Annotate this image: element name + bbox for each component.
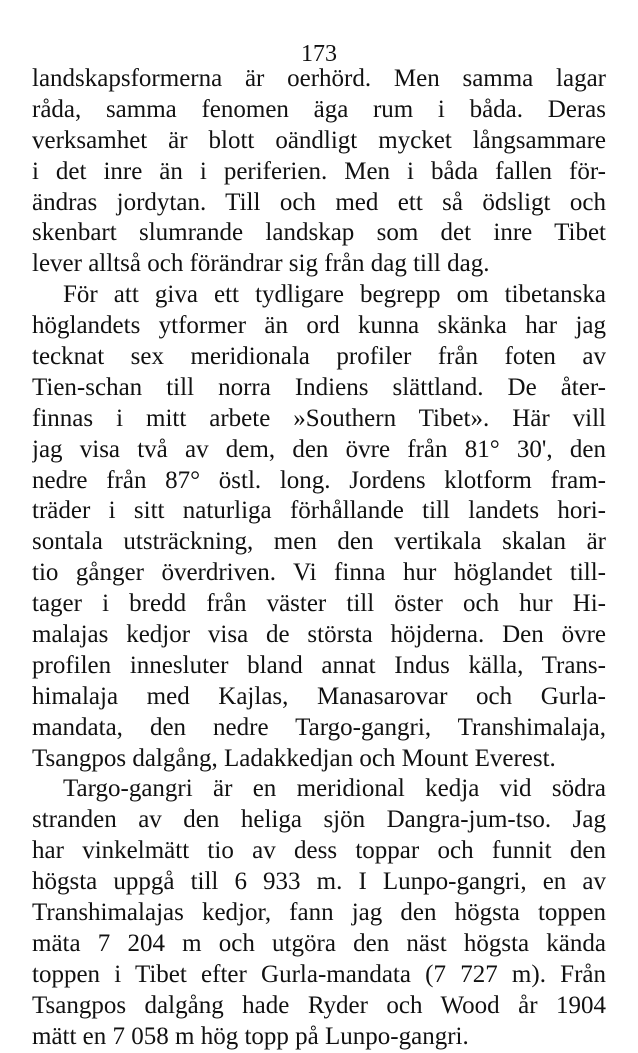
text-line: höglandets ytformer än ord kunna skänka har jag [32, 312, 606, 340]
text-line: jag visa två av dem, den övre från 81° 30', den [32, 435, 606, 463]
text-line: profilen innesluter bland annat Indus källa, Trans- [32, 651, 606, 679]
text-line: malajas kedjor visa de största höjderna. Den övre [32, 621, 606, 649]
text-line: lever alltså och förändrar sig från dag till dag. [32, 250, 490, 278]
text-line: mandata, den nedre Targo-gangri, Transhimalaja, [32, 713, 606, 741]
text-line: Targo-gangri är en meridional kedja vid södra [63, 775, 606, 803]
text-line: mätt en 7 058 m hög topp på Lunpo-gangri. [32, 1022, 469, 1050]
text-line: i det inre än i periferien. Men i båda fallen för- [32, 157, 606, 185]
text-line: sontala utsträckning, men den vertikala skalan är [32, 528, 606, 556]
text-line: har vinkelmätt tio av dess toppar och funnit den [32, 837, 606, 865]
text-line: råda, samma fenomen äga rum i båda. Deras [32, 95, 606, 123]
text-line: Tsangpos dalgång hade Ryder och Wood år 1904 [32, 991, 606, 1019]
text-line: landskapsformerna är oerhörd. Men samma lagar [32, 65, 606, 92]
text-line: tio gånger överdriven. Vi finna hur höglandet till- [32, 559, 606, 587]
body-text [32, 64, 606, 1053]
text-line: himalaja med Kajlas, Manasarovar och Gurla- [32, 682, 606, 710]
text-line: skenbart slumrande landskap som det inre Tibet [32, 219, 606, 247]
text-line: träder i sitt naturliga förhållande till landets hori- [32, 497, 606, 525]
text-line: Tien-schan till norra Indiens slättland. De åter- [32, 373, 606, 401]
text-line: Transhimalajas kedjor, fann jag den högsta toppen [32, 899, 606, 927]
text-line: tecknat sex meridionala profiler från foten av [32, 343, 606, 371]
text-line: verksamhet är blott oändligt mycket långsammare [32, 126, 606, 154]
page-number: 173 [301, 41, 337, 67]
text-line: finnas i mitt arbete »Southern Tibet». Här vill [32, 404, 606, 432]
text-line: Tsangpos dalgång, Ladakkedjan och Mount Everest. [32, 744, 556, 772]
text-line: toppen i Tibet efter Gurla-mandata (7 727 m). Från [32, 960, 606, 988]
text-line: För att giva ett tydligare begrepp om tibetanska [63, 281, 606, 309]
text-line: stranden av den heliga sjön Dangra-jum-tso. Jag [32, 806, 606, 834]
text-line: mäta 7 204 m och utgöra den näst högsta kända [32, 929, 606, 957]
text-line: tager i bredd från väster till öster och hur Hi- [32, 590, 606, 618]
text-line: nedre från 87° östl. long. Jordens klotform fram- [32, 466, 606, 494]
text-line: ändras jordytan. Till och med ett så ödsligt och [32, 188, 606, 216]
text-line: högsta uppgå till 6 933 m. I Lunpo-gangri, en av [32, 868, 606, 896]
